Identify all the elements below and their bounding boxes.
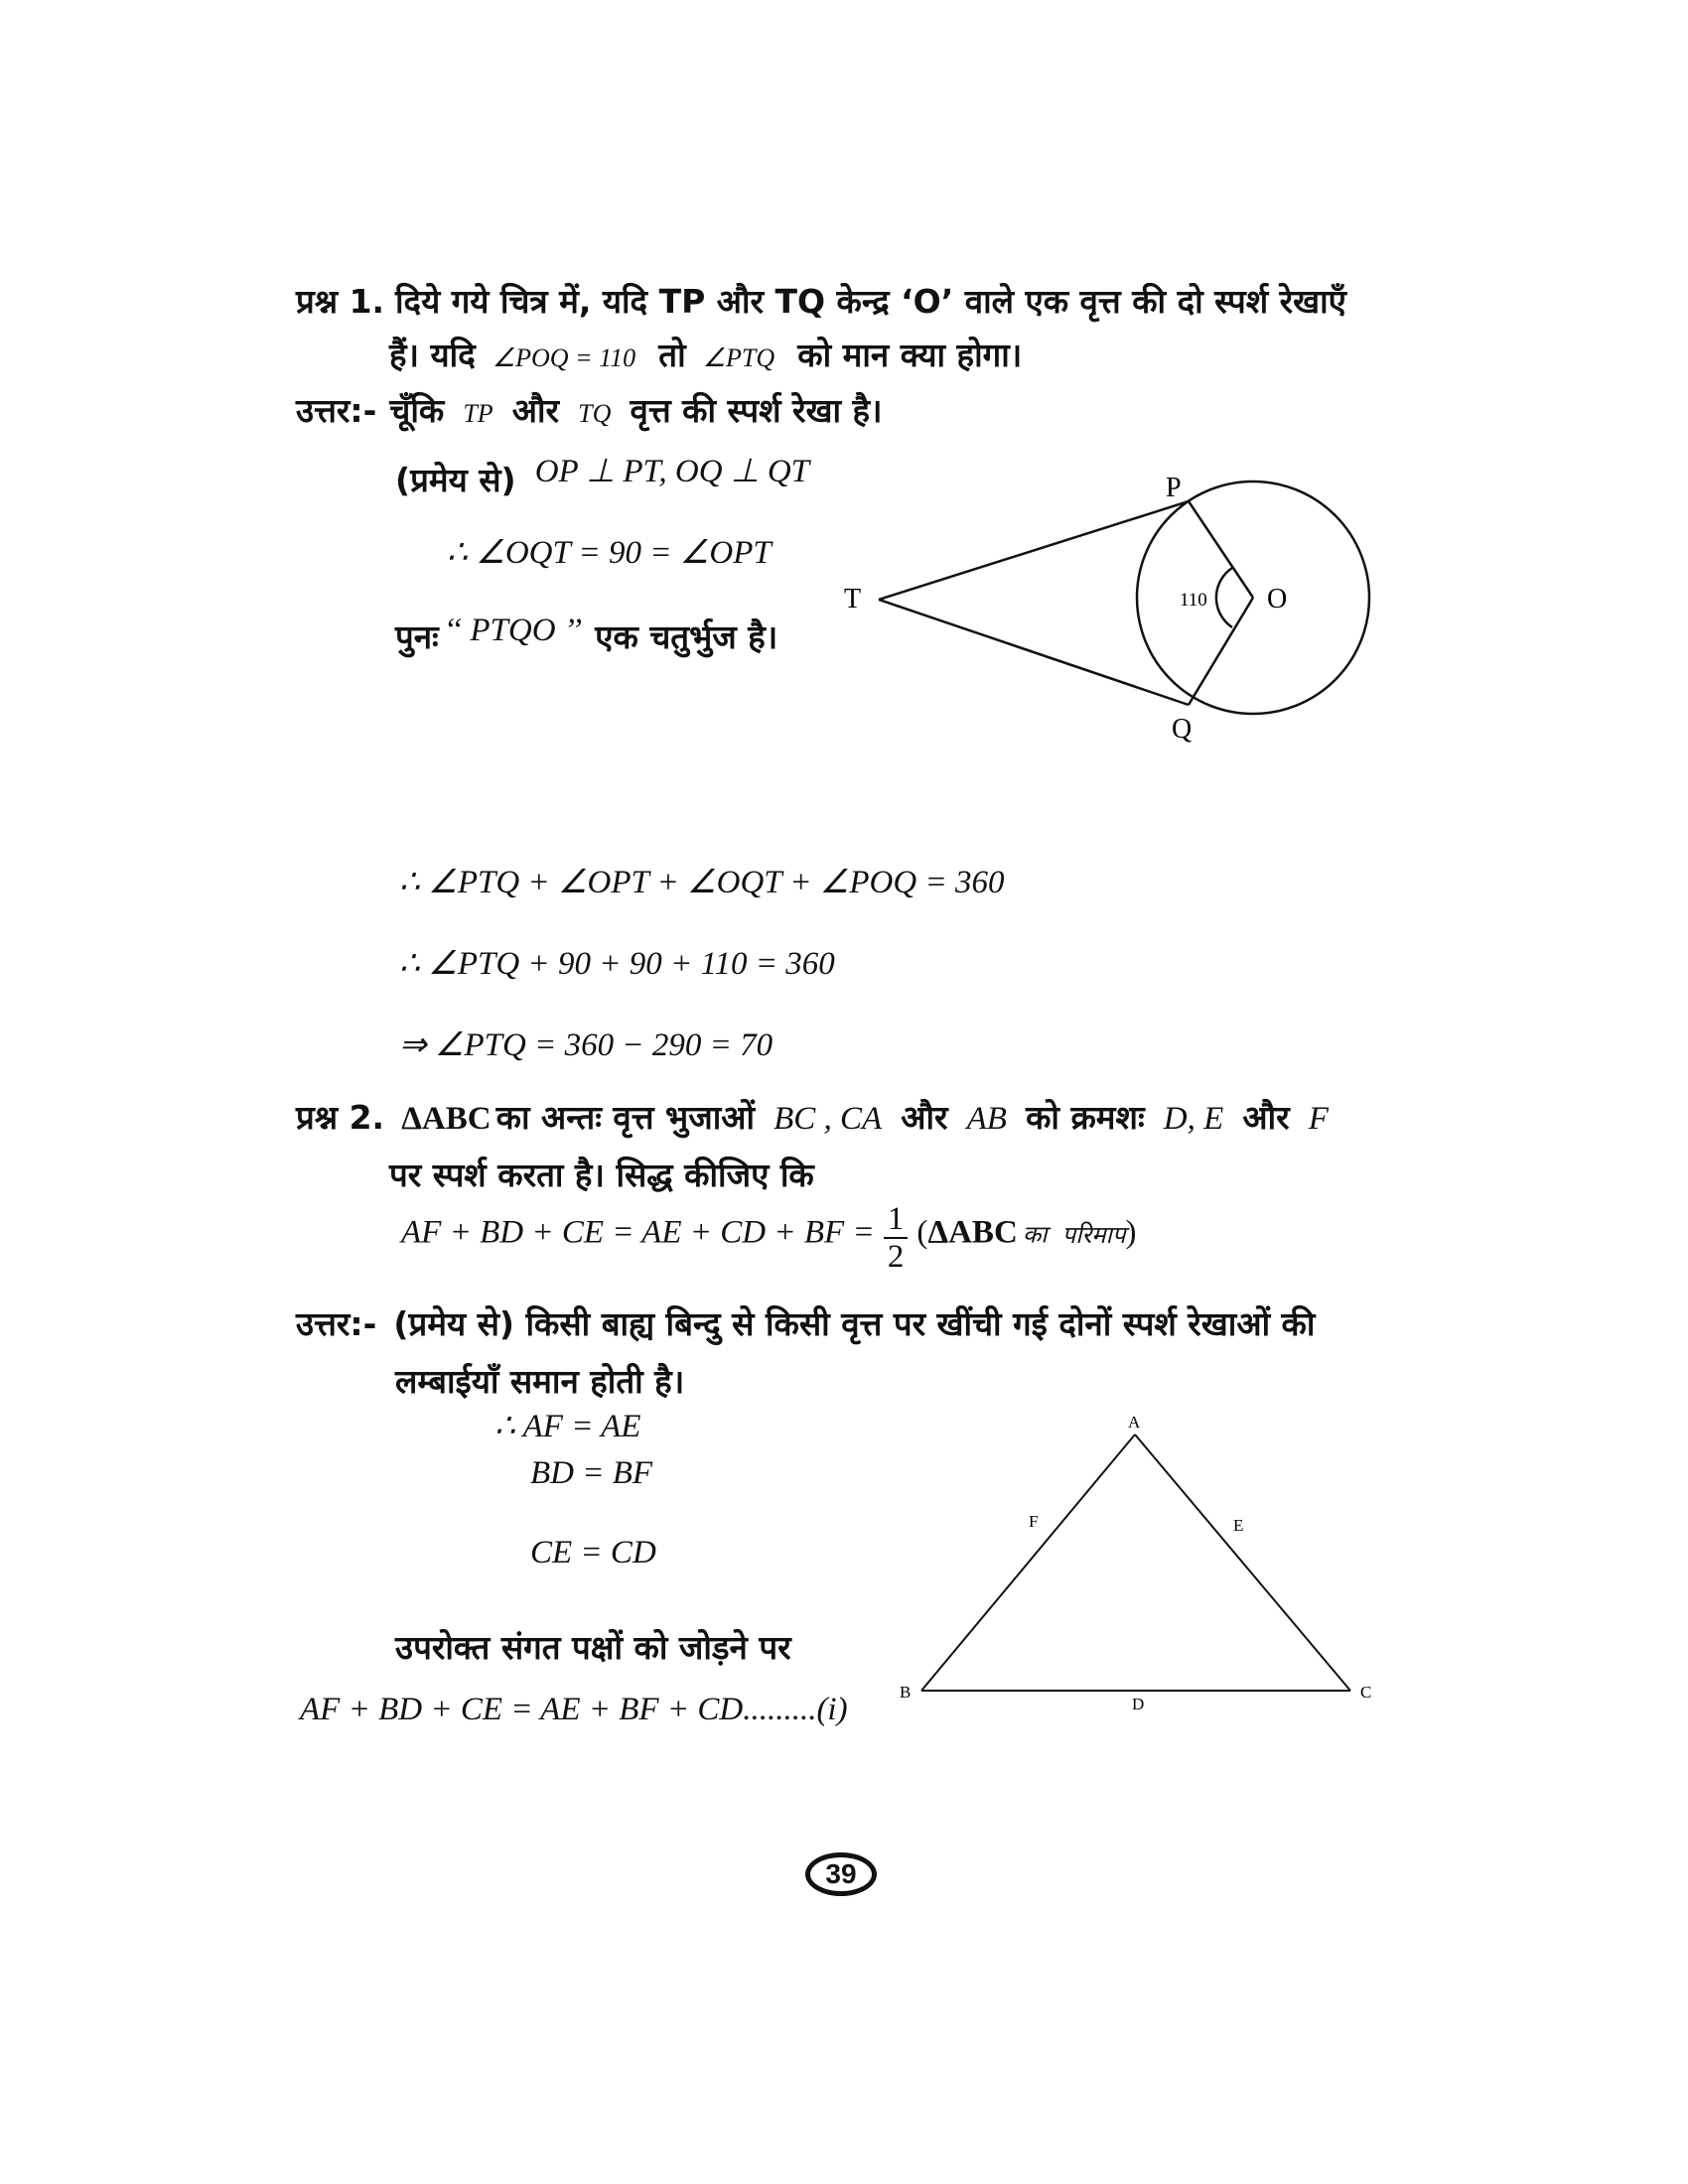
equation-angle-sum: ∴ ∠PTQ + ∠OPT + ∠OQT + ∠POQ = 360	[399, 865, 1005, 900]
answer-1-label: उत्तर:-	[296, 391, 377, 430]
question-1-label: प्रश्न 1.	[296, 282, 385, 321]
equation-tangent-sum: AF + BD + CE = AE + CD + BF =	[401, 1214, 875, 1251]
answer-2-line1	[296, 1300, 1315, 1345]
points-d-e: D, E	[1163, 1101, 1224, 1137]
theorem-label: (प्रमेय से)	[395, 461, 516, 499]
paren-open: (	[916, 1214, 928, 1251]
label-q: Q	[1172, 714, 1193, 745]
equation-ce-cd: CE = CD	[530, 1535, 656, 1570]
quadrilateral-text: एक चतुर्भुज है।	[595, 617, 778, 656]
given-angle: ∠POQ = 110	[492, 343, 636, 372]
question-2-line1	[296, 1094, 1329, 1139]
label-angle-110: 110	[1180, 590, 1207, 611]
label-d: D	[1132, 1695, 1145, 1713]
label-p: P	[1166, 473, 1182, 503]
label-t: T	[844, 584, 862, 614]
tangent-tq: TQ	[578, 399, 612, 428]
equation-triangle: ΔABC	[927, 1214, 1018, 1251]
sides-bc-ca: BC , CA	[774, 1101, 883, 1137]
page-number: 39	[805, 1852, 877, 1896]
answer-2-label: उत्तर:-	[296, 1304, 377, 1343]
fraction-half	[884, 1201, 909, 1275]
question-1-prefix: हैं। यदि	[389, 336, 476, 374]
triangle-abc: ΔABC	[401, 1101, 492, 1137]
equation-ka: का	[1022, 1222, 1048, 1249]
answer-1-line1	[296, 387, 883, 432]
answer-1-and: और	[511, 391, 560, 430]
question-2-and: और	[901, 1098, 948, 1137]
question-2-equation	[401, 1201, 1137, 1275]
quadrilateral-line	[395, 614, 777, 658]
label-f: F	[1029, 1512, 1039, 1531]
equation-af-ae: ∴ AF = AE	[494, 1409, 641, 1444]
equation-substitution: ∴ ∠PTQ + 90 + 90 + 110 = 360	[399, 946, 835, 982]
question-1-then: तो	[658, 336, 686, 374]
answer-1-since: चूँकि	[389, 391, 445, 430]
question-1-text-line2	[389, 332, 1022, 376]
question-2-text-a: का अन्तः वृत्त भुजाओं	[495, 1098, 755, 1137]
label-a: A	[1128, 1413, 1141, 1432]
question-2-text-b: को क्रमशः	[1026, 1098, 1145, 1137]
tangent-line-tq	[879, 600, 1189, 705]
theorem-line	[395, 454, 810, 501]
answer-2-theorem: (प्रमेय से) किसी बाह्य बिन्दु से किसी वृत्त पर खींची गई दोनों स्पर्श रेखाओं की	[393, 1304, 1316, 1343]
tangent-circle-figure	[834, 467, 1390, 745]
label-c: C	[1360, 1683, 1372, 1702]
paren-close: )	[1125, 1214, 1137, 1251]
label-e: E	[1233, 1516, 1244, 1535]
question-2-label: प्रश्न 2.	[296, 1098, 385, 1137]
point-f: F	[1308, 1101, 1329, 1137]
tangent-line-tp	[879, 501, 1189, 600]
quadrilateral-name: ‘‘ PTQO ’’	[443, 613, 583, 648]
combine-text: उपरोक्त संगत पक्षों को जोड़ने पर	[395, 1628, 791, 1667]
question-2-and-2: और	[1242, 1098, 1290, 1137]
equation-i: AF + BD + CE = AE + BF + CD.........(i)	[300, 1692, 848, 1727]
question-1-text-line1: दिये गये चित्र में, यदि TP और TQ केन्द्र ‘O’ वाले एक वृत्त की दो स्पर्श रेखाएँ	[395, 282, 1346, 321]
again-label: पुनः	[395, 617, 439, 656]
label-b: B	[900, 1683, 912, 1702]
label-o: O	[1267, 584, 1288, 614]
question-2-line2: पर स्पर्श करता है। सिद्ध कीजिए कि	[389, 1156, 814, 1194]
equation-result: ⇒ ∠PTQ = 360 − 290 = 70	[399, 1027, 774, 1063]
side-ab: AB	[966, 1101, 1007, 1137]
perpendicular-statement: OP ⊥ PT, OQ ⊥ QT	[534, 454, 810, 489]
answer-2-line2: लम्बाईयाँ समान होती है।	[395, 1362, 685, 1401]
side-ac-line	[1135, 1434, 1350, 1691]
radius-op	[1189, 501, 1253, 598]
equation-right-angles: ∴ ∠OQT = 90 = ∠OPT	[447, 535, 772, 571]
side-ab-line	[921, 1434, 1135, 1691]
equation-bd-bf: BD = BF	[530, 1455, 653, 1491]
equation-perimeter: परिमाप	[1061, 1222, 1126, 1249]
angle-arc	[1216, 568, 1232, 627]
asked-angle: ∠PTQ	[702, 343, 775, 372]
fraction-denominator: 2	[887, 1239, 905, 1275]
question-1-suffix: को मान क्या होगा।	[797, 336, 1023, 374]
fraction-numerator: 1	[884, 1201, 909, 1239]
answer-1-tangent-text: वृत्त की स्पर्श रेखा है।	[630, 391, 883, 430]
tangent-tp: TP	[463, 399, 493, 428]
triangle-figure	[884, 1410, 1400, 1717]
